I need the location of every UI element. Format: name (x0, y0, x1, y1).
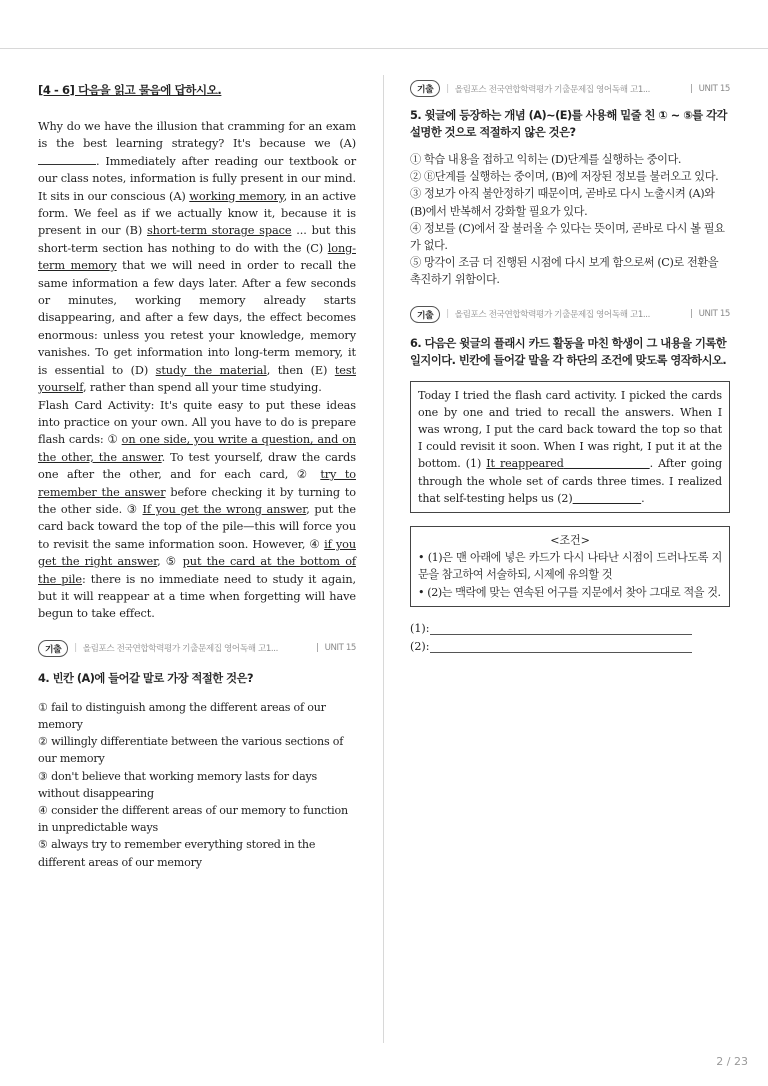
journal-blank-2 (573, 492, 642, 505)
page-number: 2 / 23 (716, 1055, 748, 1068)
underline-4: if you get the right answer (38, 537, 356, 569)
answer-1-label: (1): (410, 621, 430, 635)
q4-option-5[interactable]: ⑤ always try to remember everything stored in the different areas of our memory (38, 838, 316, 869)
q4-title: 4. 빈칸 (A)에 들어갈 말로 가장 적절한 것은? (38, 671, 253, 685)
underline-study-material: study the material (155, 363, 267, 377)
passage-paragraph-1: Why do we have the illusion that cramming for an exam is the best learning strategy? It's because we (A). Immediately after reading our textbook or our class notes, information is fully present in our mind. It sits in our conscious (A) working memory, in an active form. We feel as if we actually know it, because it is present in our (B) short-term storage space ... but this short-term section has nothing to do with the (C) long-term memory that we will need in order to recall the same information a few days later. After a few seconds or minutes, working memory already starts disappearing, and after a few days, the effect becomes enormous: unless you retest your knowledge, memory vanishes. To get information into long-term memory, it is essential to (D) study the material, then (E) test yourself, rather than spend all your time studying. (38, 120, 357, 395)
q4-source-bar (38, 640, 356, 657)
source-separator: | (446, 83, 449, 94)
blank-a (38, 154, 96, 165)
left-column (38, 80, 356, 871)
underline-1: on one side, you write a question, and on the other, the answer (38, 433, 356, 464)
journal-underline: It reappeared (486, 457, 564, 471)
answer-2-line[interactable] (430, 641, 692, 653)
source-tag: 기출 (410, 306, 440, 323)
answer-1[interactable] (410, 617, 730, 635)
column-divider (383, 75, 384, 1043)
source-separator: | (74, 643, 77, 654)
right-column (410, 80, 730, 653)
underline-short-term: short-term storage space (146, 224, 292, 238)
q5-source-bar (410, 80, 730, 97)
q4-option-4[interactable]: ④ consider the different areas of our memory to function in unpredictable ways (38, 804, 348, 835)
q4-option-1[interactable]: ① fail to distinguish among the different areas of our memory (38, 700, 326, 731)
source-tag: 기출 (38, 640, 68, 657)
q4-option-2[interactable]: ② willingly differentiate between the various sections of our memory (38, 735, 344, 766)
q5-option-1[interactable]: ① 학습 내용을 접하고 익히는 (D)단계를 실행하는 중이다. (410, 153, 682, 166)
q5-option-3[interactable]: ③ 정보가 아직 불안정하기 때문이며, 곧바로 다시 노출시켜 (A)와 (B)에서 반복해서 강화할 필요가 있다. (410, 187, 715, 218)
condition-item-1: • (1)은 맨 아래에 넣은 카드가 다시 나타난 시점이 드러나도록 지문을 참고하여 서술하되, 시제에 유의할 것 (418, 551, 722, 582)
condition-item-2: • (2)는 맥락에 맞는 연속된 어구를 지문에서 찾아 그대로 적을 것. (418, 585, 721, 599)
answer-2-label: (2): (410, 639, 430, 653)
source-tag: 기출 (410, 80, 440, 97)
underline-3: If you get the wrong answer (142, 502, 307, 516)
answer-1-line[interactable] (430, 623, 692, 635)
underline-long-term: long-term memory (38, 241, 356, 273)
source-separator: | (690, 83, 693, 94)
q6-title: 6. 다음은 윗글의 플래시 카드 활동을 마친 학생이 그 내용을 기록한 일지이다. 빈칸에 들어갈 말을 각 하단의 조건에 맞도록 영작하시오. (410, 336, 727, 367)
q5-option-4[interactable]: ④ 정보를 (C)에서 잘 불러올 수 있다는 뜻이며, 곧바로 다시 볼 필요가 없다. (410, 221, 725, 253)
q5-option-2[interactable]: ② Ⓔ단계를 실행하는 중이며, (B)에 저장된 정보를 불러오고 있다. (410, 170, 719, 184)
answer-area (410, 617, 730, 653)
condition-box (410, 526, 730, 607)
source-text: 올림포스 전국연합학력평가 기출문제집 영어독해 고1... (454, 310, 650, 321)
q4-options (38, 699, 356, 871)
source-unit: UNIT 15 (698, 309, 730, 320)
source-separator: | (690, 309, 693, 320)
underline-2: try to remember the answer (38, 468, 356, 499)
header-divider (0, 48, 768, 49)
q5-options (410, 151, 730, 289)
underline-5: put the card at the bottom of the pile (38, 555, 356, 586)
source-unit: UNIT 15 (698, 83, 730, 94)
source-text: 올림포스 전국연합학력평가 기출문제집 영어독해 고1... (82, 644, 278, 655)
underline-working-memory: working memory (189, 189, 284, 203)
journal-box: Today I tried the flash card activity. I picked the cards one by one and tried to recall the answers. When I was wrong, I put the card back toward the top so that I could revisit it soon. When I was right, I put it at the bottom. (1) It reappeared . After going through the whole set of cards three times. I realized that self-testing helps us (2) . (410, 381, 730, 513)
underline-test-yourself: test yourself (38, 363, 356, 395)
answer-2[interactable] (410, 635, 730, 653)
q4-option-3[interactable]: ③ don't believe that working memory lasts for days without disappearing (38, 769, 318, 800)
source-text: 올림포스 전국연합학력평가 기출문제집 영어독해 고1... (454, 84, 650, 95)
source-separator: | (446, 309, 449, 320)
q5-option-5[interactable]: ⑤ 망각이 조금 더 진행된 시점에 다시 보게 함으로써 (C)로 전환을 촉진하기 위함이다. (410, 256, 719, 287)
source-separator: | (316, 643, 319, 654)
source-unit: UNIT 15 (324, 643, 356, 654)
condition-title: <조건> (550, 534, 590, 548)
reading-passage (38, 118, 356, 623)
q5-title: 5. 윗글에 등장하는 개념 (A)~(E)를 사용해 밑줄 친 ① ~ ⑤를 각각 설명한 것으로 적절하지 않은 것은? (410, 109, 727, 139)
q6-source-bar (410, 306, 730, 323)
passage-paragraph-2: Flash Card Activity: It's quite easy to put these ideas into practice on your own. All you have to do is prepare flash cards: ① on one side, you write a question, and on the other, the answer. To test yourself, draw the cards one after the other, and for each card, ② try to remember the answer before checking it by turning to the other side. ③ If you get the wrong answer, put the card back toward the top of the pile—this will force you to revisit the same information soon. However, ④ if you get the right answer, ⑤ put the card at the bottom of the pile: there is no immediate need to study it again, but it will reappear at a time when forgetting will have begun to take effect. (38, 398, 357, 621)
section-heading: [4 - 6] 다음을 읽고 물음에 답하시오. (38, 83, 222, 97)
